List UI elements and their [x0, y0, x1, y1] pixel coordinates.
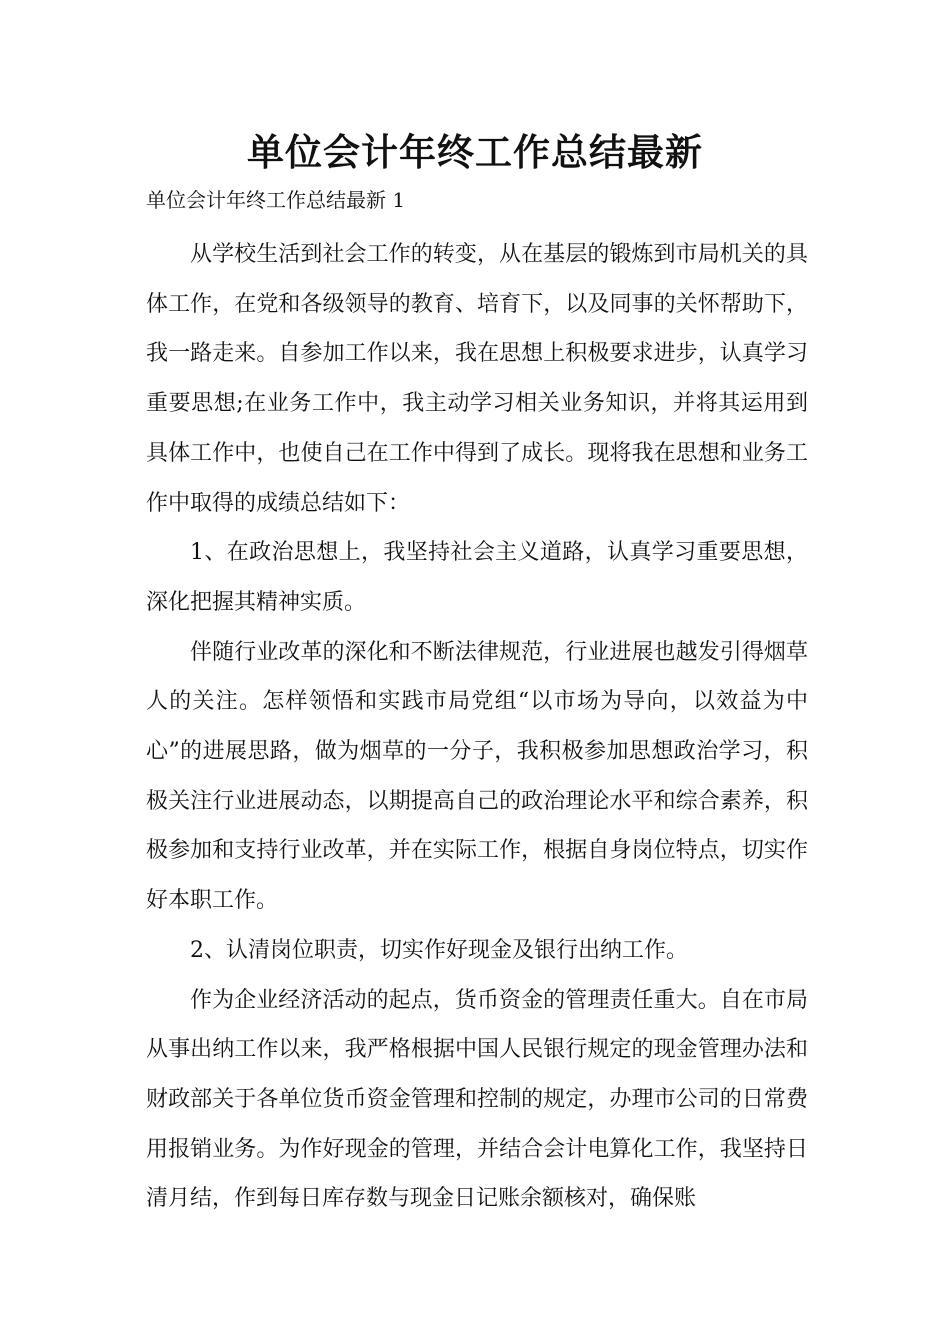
paragraph-point-1-detail: 伴随行业改革的深化和不断法律规范，行业进展也越发引得烟草人的关注。怎样领悟和实践市局党组“以市场为导向，以效益为中心”的进展思路，做为烟草的一分子，我积极参加思想政治学习，积极关注行业进展动态，以期提高自己的政治理论水平和综合素养，积极参加和支持行业改革，并在实际工作，根据自身岗位特点，切实作好本职工作。	[146, 639, 808, 914]
paragraph-point-2: 2、认清岗位职责，切实作好现金及银行出纳工作。	[190, 937, 688, 963]
paragraph-point-2-detail: 作为企业经济活动的起点，货币资金的管理责任重大。自在市局从事出纳工作以来，我严格根据中国人民银行规定的现金管理办法和财政部关于各单位货币资金管理和控制的规定，办理市公司的日常费用报销业务。为作好现金的管理，并结合会计电算化工作，我坚持日清月结，作到每日库存数与现金日记账余额核对，确保账	[146, 987, 808, 1212]
document-title: 单位会计年终工作总结最新	[247, 131, 703, 174]
paragraph-point-1: 1、在政治思想上，我坚持社会主义道路，认真学习重要思想，深化把握其精神实质。	[146, 540, 808, 615]
paragraph-intro: 从学校生活到社会工作的转变，从在基层的锻炼到市局机关的具体工作，在党和各级领导的教育、培育下，以及同事的关怀帮助下，我一路走来。自参加工作以来，我在思想上积极要求进步，认真学习重要思想;在业务工作中，我主动学习相关业务知识，并将其运用到具体工作中，也使自己在工作中得到了成长。现将我在思想和业务工作中取得的成绩总结如下：	[146, 242, 808, 516]
document-body	[146, 230, 808, 1224]
document-subtitle: 单位会计年终工作总结最新 1	[146, 188, 406, 212]
